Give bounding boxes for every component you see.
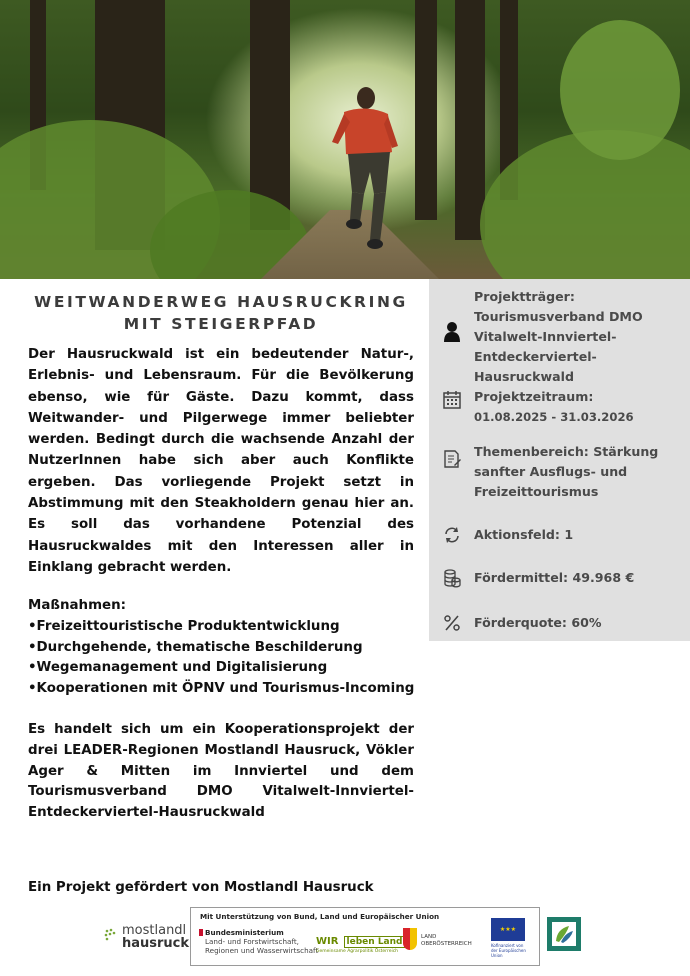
wir-sub: Gemeinsame Agrarpolitik Österreich	[316, 949, 399, 954]
measures-list	[28, 596, 428, 700]
sponsor-value: Tourismusverband DMO Vitalwelt-Innviertel-Entdeckerviertel-Hausruckwald	[474, 309, 643, 384]
measure-item: •Freizeittouristische Produktentwicklung	[28, 618, 340, 634]
title-line-1: WEITWANDERWEG HAUSRUCKRING	[34, 293, 408, 311]
person-icon	[439, 319, 465, 345]
hero-photo-forest-runner	[0, 0, 690, 279]
support-logos-box	[190, 907, 540, 966]
sponsor-label: Projektträger:	[474, 289, 575, 304]
percent-icon	[439, 610, 465, 636]
mostlandl-hausruck-logo	[108, 924, 189, 950]
funded-by-text: Ein Projekt gefördert von Mostlandl Hausruck	[28, 880, 374, 895]
measure-item: •Durchgehende, thematische Beschilderung	[28, 639, 363, 655]
logo-line-1: mostlandl	[122, 923, 187, 938]
action-field-text: Aktionsfeld: 1	[474, 527, 574, 542]
period-value: 01.08.2025 - 31.03.2026	[474, 410, 634, 424]
project-description: Der Hausruckwald ist ein bedeutender Natur-, Erlebnis- und Lebensraum. Für die Bevölkerung ebenso, wie für Gäste. Dazu kommt, dass Weitwander- und Pilgerwege immer beliebter werden. Bedingt durch die wachsende Anzahl der NutzerInnen habe sich aber auch Konflikte ergeben. Das vorliegende Projekt setzt in Abstimmung mit den Steakholdern genau hier an. Es soll das vorhandene Potenzial des Hausruckwaldes mit den Interessen aller in Einklang gebracht werden.	[28, 347, 414, 575]
measure-item: •Kooperationen mit ÖPNV und Tourismus-Incoming	[28, 681, 415, 697]
land-line-1: LAND	[421, 934, 437, 940]
eu-logo	[491, 918, 527, 958]
refresh-icon	[439, 522, 465, 548]
wir-leben-land-logo	[316, 929, 405, 954]
document-edit-icon	[439, 446, 465, 472]
land-line-2: OBERÖSTERREICH	[421, 941, 472, 947]
runner-figure	[330, 82, 400, 252]
wir-prefix: WIR	[316, 936, 339, 947]
eu-text: Kofinanziert von der Europäischen Union	[491, 943, 526, 958]
ministry-logo	[205, 928, 318, 955]
title-line-2: MIT STEIGERPFAD	[123, 315, 319, 333]
coins-icon	[439, 565, 465, 591]
project-info-sidebar	[429, 279, 690, 641]
ministry-line-1: Bundesministerium	[205, 928, 284, 937]
eu-flag-icon: ★★★	[491, 918, 525, 941]
wir-box: leben Land	[344, 936, 406, 948]
period-label: Projektzeitraum:	[474, 389, 594, 404]
topic-text: Themenbereich: Stärkung sanfter Ausflugs- und Freizeittourismus	[474, 444, 659, 499]
calendar-icon	[439, 387, 465, 413]
measures-heading: Maßnahmen:	[28, 598, 127, 613]
ministry-line-3: Regionen und Wasserwirtschaft	[205, 946, 319, 955]
funding-text: Fördermittel: 49.968 €	[474, 570, 635, 585]
leader-logo	[547, 917, 581, 951]
rate-text: Förderquote: 60%	[474, 615, 602, 630]
page-title	[28, 291, 414, 335]
ministry-line-2: Land- und Forstwirtschaft,	[205, 937, 299, 946]
logo-line-2: hausruck	[122, 936, 190, 951]
cooperation-text: Es handelt sich um ein Kooperationsprojekt der drei LEADER-Regionen Mostlandl Hausruck, Vökler Ager & Mitten im Innviertel und dem Tourismusverband DMO Vitalwelt-Innviertel-Entdeckerviertel-Hausruckwald	[28, 722, 414, 821]
measure-item: •Wegemanagement und Digitalisierung	[28, 660, 328, 676]
support-heading: Mit Unterstützung von Bund, Land und Europäischer Union	[200, 912, 440, 921]
